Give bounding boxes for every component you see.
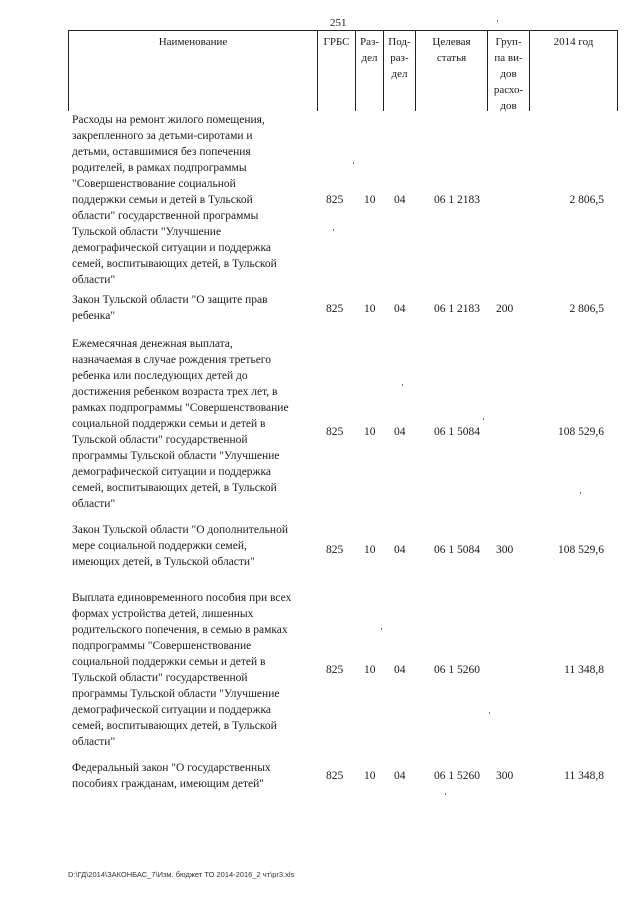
header-podrazdel-line: дел bbox=[391, 68, 408, 80]
header-group bbox=[487, 31, 529, 111]
scan-speck bbox=[497, 20, 498, 22]
expense-group: 200 bbox=[496, 303, 514, 315]
scan-speck bbox=[489, 712, 490, 714]
row-name bbox=[72, 292, 322, 324]
grbs-code: 825 bbox=[326, 664, 344, 676]
row-name bbox=[72, 336, 322, 512]
podrazdel-code: 04 bbox=[394, 303, 406, 315]
header-podrazdel bbox=[383, 31, 415, 111]
razdel-code: 10 bbox=[364, 303, 376, 315]
name-line: достижения ребенком возраста трех лет, в bbox=[72, 386, 278, 398]
name-line: ребенка или последующих детей до bbox=[72, 370, 248, 382]
header-podrazdel-line: Под- bbox=[388, 36, 411, 48]
target-article: 06 1 5084 bbox=[434, 426, 480, 438]
header-podrazdel-line: раз- bbox=[390, 52, 409, 64]
grbs-code: 825 bbox=[326, 770, 344, 782]
name-line: родительского попечения, в семью в рамках bbox=[72, 624, 288, 636]
header-grbs-text: ГРБС bbox=[323, 36, 350, 48]
target-article: 06 1 5260 bbox=[434, 664, 480, 676]
name-line: пособиях гражданам, имеющим детей" bbox=[72, 778, 264, 790]
header-year-text: 2014 год bbox=[553, 36, 594, 48]
file-path-footer: D:\ГД\2014\ЗАКОНБАС_7\Изм. бюджет ТО 2014-2016_2 чт\pr3.xls bbox=[68, 870, 295, 879]
header-target-line: статья bbox=[436, 52, 467, 64]
name-line: области" государственной программы bbox=[72, 210, 259, 222]
razdel-code: 10 bbox=[364, 194, 376, 206]
name-line: социальной поддержки семьи и детей в bbox=[72, 656, 266, 668]
grbs-code: 825 bbox=[326, 303, 344, 315]
header-grbs bbox=[317, 31, 355, 111]
scan-speck bbox=[445, 793, 446, 795]
header-group-line: дов bbox=[500, 100, 517, 112]
name-line: ребенка" bbox=[72, 310, 116, 322]
name-line: поддержки семьи и детей в Тульской bbox=[72, 194, 253, 206]
name-line: Закон Тульской области "О дополнительной bbox=[72, 524, 288, 536]
row-name bbox=[72, 590, 322, 750]
amount-2014: 108 529,6 bbox=[558, 426, 604, 438]
grbs-code: 825 bbox=[326, 544, 344, 556]
podrazdel-code: 04 bbox=[394, 426, 406, 438]
target-article: 06 1 2183 bbox=[434, 194, 480, 206]
header-target bbox=[415, 31, 487, 111]
scan-speck bbox=[483, 418, 484, 420]
header-razdel bbox=[355, 31, 383, 111]
name-line: Выплата единовременного пособия при всех bbox=[72, 592, 292, 604]
header-name-text: Наименование bbox=[158, 36, 228, 48]
amount-2014: 2 806,5 bbox=[569, 194, 604, 206]
podrazdel-code: 04 bbox=[394, 194, 406, 206]
scan-speck bbox=[353, 162, 354, 164]
name-line: формах устройства детей, лишенных bbox=[72, 608, 254, 620]
name-line: рамках подпрограммы "Совершенствование bbox=[72, 402, 289, 414]
expense-group: 300 bbox=[496, 770, 514, 782]
razdel-code: 10 bbox=[364, 664, 376, 676]
header-group-line: Груп- bbox=[495, 36, 522, 48]
page-number: 251 bbox=[330, 17, 347, 29]
target-article: 06 1 2183 bbox=[434, 303, 480, 315]
expense-group: 300 bbox=[496, 544, 514, 556]
scan-speck bbox=[580, 492, 581, 494]
row-name bbox=[72, 112, 322, 288]
header-group-line: па ви- bbox=[494, 52, 523, 64]
header-target-line: Целевая bbox=[432, 36, 471, 48]
name-line: родителей, в рамках подпрограммы bbox=[72, 162, 247, 174]
name-line: семей, воспитывающих детей, в Тульской bbox=[72, 720, 277, 732]
name-line: социальной поддержки семьи и детей в bbox=[72, 418, 266, 430]
name-line: детьми, оставшимися без попечения bbox=[72, 146, 251, 158]
razdel-code: 10 bbox=[364, 544, 376, 556]
scan-speck bbox=[381, 628, 382, 630]
grbs-code: 825 bbox=[326, 426, 344, 438]
header-group-line: расхо- bbox=[493, 84, 524, 96]
name-line: имеющих детей, в Тульской области" bbox=[72, 556, 255, 568]
header-year bbox=[529, 31, 617, 111]
razdel-code: 10 bbox=[364, 426, 376, 438]
amount-2014: 11 348,8 bbox=[564, 770, 604, 782]
scan-speck bbox=[402, 384, 403, 386]
name-line: Ежемесячная денежная выплата, bbox=[72, 338, 233, 350]
name-line: закрепленного за детьми-сиротами и bbox=[72, 130, 253, 142]
row-name bbox=[72, 522, 322, 570]
name-line: программы Тульской области "Улучшение bbox=[72, 450, 280, 462]
grbs-code: 825 bbox=[326, 194, 344, 206]
name-line: области" bbox=[72, 736, 116, 748]
name-line: подпрограммы "Совершенствование bbox=[72, 640, 252, 652]
podrazdel-code: 04 bbox=[394, 770, 406, 782]
header-group-line: дов bbox=[500, 68, 517, 80]
name-line: семей, воспитывающих детей, в Тульской bbox=[72, 258, 277, 270]
header-razdel-line: Раз- bbox=[359, 36, 379, 48]
table-header bbox=[68, 30, 618, 111]
amount-2014: 108 529,6 bbox=[558, 544, 604, 556]
name-line: "Совершенствование социальной bbox=[72, 178, 236, 190]
name-line: семей, воспитывающих детей, в Тульской bbox=[72, 482, 277, 494]
podrazdel-code: 04 bbox=[394, 664, 406, 676]
header-razdel-line: дел bbox=[361, 52, 378, 64]
name-line: демографической ситуации и поддержка bbox=[72, 466, 272, 478]
name-line: демографической ситуации и поддержка bbox=[72, 704, 272, 716]
name-line: Федеральный закон "О государственных bbox=[72, 762, 271, 774]
row-name bbox=[72, 760, 322, 792]
name-line: Расходы на ремонт жилого помещения, bbox=[72, 114, 265, 126]
name-line: области" bbox=[72, 274, 116, 286]
name-line: Тульской области "Улучшение bbox=[72, 226, 222, 238]
name-line: программы Тульской области "Улучшение bbox=[72, 688, 280, 700]
amount-2014: 2 806,5 bbox=[569, 303, 604, 315]
name-line: демографической ситуации и поддержка bbox=[72, 242, 272, 254]
podrazdel-code: 04 bbox=[394, 544, 406, 556]
header-name bbox=[69, 31, 317, 111]
name-line: Тульской области" государственной bbox=[72, 434, 248, 446]
scan-speck bbox=[333, 229, 334, 231]
target-article: 06 1 5260 bbox=[434, 770, 480, 782]
razdel-code: 10 bbox=[364, 770, 376, 782]
amount-2014: 11 348,8 bbox=[564, 664, 604, 676]
name-line: назначаемая в случае рождения третьего bbox=[72, 354, 271, 366]
name-line: области" bbox=[72, 498, 116, 510]
name-line: мере социальной поддержки семей, bbox=[72, 540, 247, 552]
name-line: Закон Тульской области "О защите прав bbox=[72, 294, 268, 306]
name-line: Тульской области" государственной bbox=[72, 672, 248, 684]
target-article: 06 1 5084 bbox=[434, 544, 480, 556]
